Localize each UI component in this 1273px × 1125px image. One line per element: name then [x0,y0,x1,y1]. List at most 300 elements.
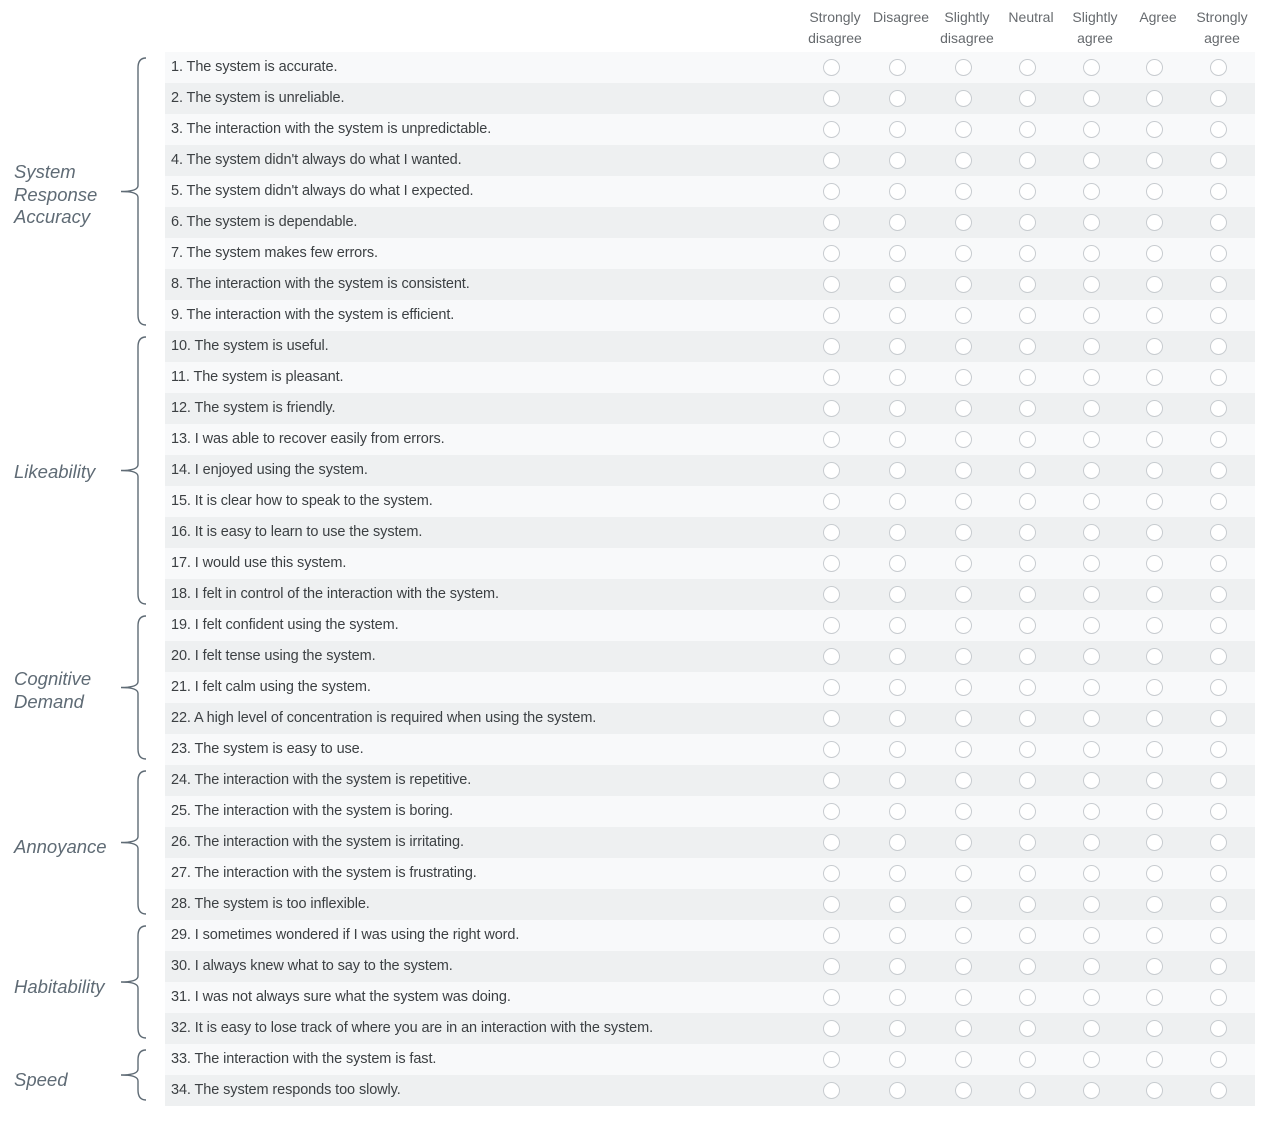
item-row [165,424,1255,455]
rating-radio-5[interactable] [1146,276,1163,293]
rating-radio-3[interactable] [1019,710,1036,727]
rating-radio-5[interactable] [1146,90,1163,107]
rating-radio-0[interactable] [823,586,840,603]
rating-radio-2[interactable] [955,493,972,510]
rating-radio-0[interactable] [823,462,840,479]
rating-radio-2[interactable] [955,772,972,789]
item-statement: 17. I would use this system. [171,555,347,571]
rating-radio-5[interactable] [1146,772,1163,789]
rating-radio-0[interactable] [823,896,840,913]
rating-radio-3[interactable] [1019,307,1036,324]
rating-radio-3[interactable] [1019,493,1036,510]
group-brace-5 [118,1050,150,1100]
brace-path [121,1050,146,1100]
rating-radio-6[interactable] [1210,214,1227,231]
rating-radio-2[interactable] [955,431,972,448]
rating-radio-2[interactable] [955,648,972,665]
rating-radio-5[interactable] [1146,1020,1163,1037]
item-row [165,1075,1255,1106]
rating-radio-5[interactable] [1146,524,1163,541]
rating-radio-2[interactable] [955,152,972,169]
rating-radio-1[interactable] [889,59,906,76]
rating-radio-5[interactable] [1146,741,1163,758]
rating-radio-3[interactable] [1019,927,1036,944]
item-statement: 6. The system is dependable. [171,214,358,230]
rating-radio-0[interactable] [823,307,840,324]
item-row [165,765,1255,796]
rating-radio-5[interactable] [1146,586,1163,603]
rating-radio-0[interactable] [823,648,840,665]
rating-radio-2[interactable] [955,803,972,820]
rating-radio-2[interactable] [955,245,972,262]
rating-radio-1[interactable] [889,927,906,944]
rating-radio-2[interactable] [955,307,972,324]
rating-radio-1[interactable] [889,772,906,789]
rating-radio-1[interactable] [889,803,906,820]
rating-radio-0[interactable] [823,493,840,510]
scale-header [0,0,1273,52]
rating-radio-5[interactable] [1146,865,1163,882]
rating-radio-3[interactable] [1019,245,1036,262]
rating-radio-6[interactable] [1210,1051,1227,1068]
rating-radio-2[interactable] [955,462,972,479]
rating-radio-2[interactable] [955,741,972,758]
rating-radio-3[interactable] [1019,586,1036,603]
rating-radio-4[interactable] [1083,803,1100,820]
item-statement: 26. The interaction with the system is irritating. [171,834,464,850]
rating-radio-6[interactable] [1210,865,1227,882]
item-statement: 32. It is easy to lose track of where you are in an interaction with the system. [171,1020,654,1036]
rating-radio-0[interactable] [823,679,840,696]
item-statement: 4. The system didn't always do what I wanted. [171,152,462,168]
scale-label-2: Slightly disagree [940,9,994,46]
item-row [165,796,1255,827]
rating-radio-0[interactable] [823,121,840,138]
rating-radio-4[interactable] [1083,679,1100,696]
rating-radio-3[interactable] [1019,1051,1036,1068]
rating-radio-2[interactable] [955,896,972,913]
rating-radio-2[interactable] [955,338,972,355]
rating-radio-5[interactable] [1146,803,1163,820]
rating-radio-4[interactable] [1083,710,1100,727]
rating-radio-5[interactable] [1146,183,1163,200]
rating-radio-1[interactable] [889,90,906,107]
rating-radio-6[interactable] [1210,896,1227,913]
rating-radio-6[interactable] [1210,431,1227,448]
item-statement: 28. The system is too inflexible. [171,896,370,912]
item-row [165,393,1255,424]
item-statement: 18. I felt in control of the interaction with the system. [171,586,499,602]
rating-radio-4[interactable] [1083,276,1100,293]
rating-radio-5[interactable] [1146,896,1163,913]
rating-radio-5[interactable] [1146,927,1163,944]
item-statement: 16. It is easy to learn to use the system. [171,524,423,540]
brace-path [121,337,146,604]
rating-radio-5[interactable] [1146,493,1163,510]
rating-radio-0[interactable] [823,276,840,293]
rating-radio-3[interactable] [1019,989,1036,1006]
rating-radio-6[interactable] [1210,803,1227,820]
rating-radio-5[interactable] [1146,989,1163,1006]
rating-radio-1[interactable] [889,989,906,1006]
rating-radio-6[interactable] [1210,927,1227,944]
rating-radio-5[interactable] [1146,1051,1163,1068]
rating-radio-4[interactable] [1083,369,1100,386]
survey-items [165,52,1255,1106]
item-row [165,920,1255,951]
rating-radio-5[interactable] [1146,338,1163,355]
rating-radio-2[interactable] [955,679,972,696]
rating-radio-0[interactable] [823,90,840,107]
rating-radio-5[interactable] [1146,679,1163,696]
rating-radio-6[interactable] [1210,90,1227,107]
rating-radio-2[interactable] [955,214,972,231]
rating-radio-6[interactable] [1210,958,1227,975]
rating-radio-6[interactable] [1210,617,1227,634]
item-row [165,827,1255,858]
rating-radio-4[interactable] [1083,586,1100,603]
group-brace-1 [118,337,150,604]
rating-radio-5[interactable] [1146,1082,1163,1099]
rating-radio-3[interactable] [1019,214,1036,231]
rating-radio-2[interactable] [955,1051,972,1068]
rating-radio-4[interactable] [1083,493,1100,510]
scale-label-3: Neutral [1008,9,1054,25]
rating-radio-6[interactable] [1210,152,1227,169]
rating-radio-2[interactable] [955,276,972,293]
item-row [165,858,1255,889]
item-statement: 5. The system didn't always do what I expected. [171,183,474,199]
group-label-0: System Response Accuracy [14,161,98,227]
rating-radio-5[interactable] [1146,834,1163,851]
rating-radio-4[interactable] [1083,1020,1100,1037]
item-row [165,517,1255,548]
rating-radio-2[interactable] [955,865,972,882]
rating-radio-6[interactable] [1210,276,1227,293]
rating-radio-3[interactable] [1019,276,1036,293]
rating-radio-0[interactable] [823,617,840,634]
rating-radio-1[interactable] [889,276,906,293]
rating-radio-0[interactable] [823,1020,840,1037]
rating-radio-2[interactable] [955,1082,972,1099]
item-statement: 13. I was able to recover easily from errors. [171,431,445,447]
rating-radio-6[interactable] [1210,493,1227,510]
brace-path [121,926,146,1038]
rating-radio-2[interactable] [955,555,972,572]
rating-radio-4[interactable] [1083,431,1100,448]
rating-radio-2[interactable] [955,989,972,1006]
rating-radio-2[interactable] [955,369,972,386]
rating-radio-2[interactable] [955,121,972,138]
rating-radio-6[interactable] [1210,183,1227,200]
item-row [165,579,1255,610]
rating-radio-6[interactable] [1210,1082,1227,1099]
rating-radio-3[interactable] [1019,338,1036,355]
rating-radio-4[interactable] [1083,989,1100,1006]
rating-radio-0[interactable] [823,865,840,882]
rating-radio-1[interactable] [889,245,906,262]
rating-radio-3[interactable] [1019,679,1036,696]
rating-radio-4[interactable] [1083,338,1100,355]
rating-radio-3[interactable] [1019,121,1036,138]
rating-radio-6[interactable] [1210,338,1227,355]
rating-radio-1[interactable] [889,710,906,727]
rating-radio-5[interactable] [1146,710,1163,727]
rating-radio-1[interactable] [889,183,906,200]
item-row [165,331,1255,362]
rating-radio-5[interactable] [1146,369,1163,386]
rating-radio-4[interactable] [1083,958,1100,975]
rating-radio-4[interactable] [1083,59,1100,76]
item-row [165,672,1255,703]
rating-radio-1[interactable] [889,307,906,324]
rating-radio-6[interactable] [1210,245,1227,262]
rating-radio-0[interactable] [823,152,840,169]
rating-radio-3[interactable] [1019,59,1036,76]
rating-radio-4[interactable] [1083,400,1100,417]
rating-radio-1[interactable] [889,524,906,541]
rating-radio-1[interactable] [889,121,906,138]
rating-radio-2[interactable] [955,710,972,727]
rating-radio-6[interactable] [1210,648,1227,665]
rating-radio-6[interactable] [1210,555,1227,572]
rating-radio-6[interactable] [1210,121,1227,138]
rating-radio-2[interactable] [955,400,972,417]
rating-radio-1[interactable] [889,214,906,231]
rating-radio-0[interactable] [823,710,840,727]
rating-radio-2[interactable] [955,617,972,634]
item-row [165,1044,1255,1075]
rating-radio-6[interactable] [1210,679,1227,696]
item-row [165,114,1255,145]
rating-radio-3[interactable] [1019,1082,1036,1099]
rating-radio-1[interactable] [889,400,906,417]
rating-radio-6[interactable] [1210,400,1227,417]
rating-radio-1[interactable] [889,586,906,603]
rating-radio-3[interactable] [1019,803,1036,820]
rating-radio-1[interactable] [889,462,906,479]
rating-radio-1[interactable] [889,1020,906,1037]
rating-radio-4[interactable] [1083,245,1100,262]
rating-radio-5[interactable] [1146,307,1163,324]
rating-radio-3[interactable] [1019,1020,1036,1037]
rating-radio-3[interactable] [1019,90,1036,107]
rating-radio-0[interactable] [823,183,840,200]
rating-radio-2[interactable] [955,958,972,975]
rating-radio-4[interactable] [1083,462,1100,479]
rating-radio-4[interactable] [1083,183,1100,200]
item-statement: 22. A high level of concentration is required when using the system. [171,710,597,726]
rating-radio-5[interactable] [1146,648,1163,665]
rating-radio-4[interactable] [1083,121,1100,138]
rating-radio-4[interactable] [1083,524,1100,541]
rating-radio-5[interactable] [1146,958,1163,975]
rating-radio-0[interactable] [823,369,840,386]
rating-radio-0[interactable] [823,245,840,262]
rating-radio-3[interactable] [1019,400,1036,417]
rating-radio-1[interactable] [889,741,906,758]
rating-radio-1[interactable] [889,493,906,510]
rating-radio-0[interactable] [823,1082,840,1099]
rating-radio-5[interactable] [1146,214,1163,231]
rating-radio-2[interactable] [955,59,972,76]
rating-radio-6[interactable] [1210,834,1227,851]
rating-radio-3[interactable] [1019,648,1036,665]
item-row [165,362,1255,393]
rating-radio-2[interactable] [955,524,972,541]
rating-radio-0[interactable] [823,772,840,789]
item-statement: 31. I was not always sure what the system was doing. [171,989,511,1005]
rating-radio-5[interactable] [1146,59,1163,76]
scale-label-5: Agree [1139,9,1177,25]
item-row [165,610,1255,641]
rating-radio-4[interactable] [1083,1082,1100,1099]
rating-radio-4[interactable] [1083,90,1100,107]
rating-radio-0[interactable] [823,524,840,541]
group-label-2: Cognitive Demand [14,668,92,712]
rating-radio-0[interactable] [823,989,840,1006]
rating-radio-3[interactable] [1019,183,1036,200]
item-statement: 7. The system makes few errors. [171,245,378,261]
item-statement: 10. The system is useful. [171,338,329,354]
item-statement: 24. The interaction with the system is repetitive. [171,772,472,788]
rating-radio-3[interactable] [1019,524,1036,541]
rating-radio-2[interactable] [955,90,972,107]
rating-radio-3[interactable] [1019,865,1036,882]
rating-radio-1[interactable] [889,896,906,913]
rating-radio-1[interactable] [889,679,906,696]
rating-radio-6[interactable] [1210,59,1227,76]
rating-radio-6[interactable] [1210,989,1227,1006]
item-statement: 12. The system is friendly. [171,400,336,416]
rating-radio-5[interactable] [1146,245,1163,262]
rating-radio-5[interactable] [1146,152,1163,169]
rating-radio-0[interactable] [823,214,840,231]
rating-radio-4[interactable] [1083,896,1100,913]
rating-radio-0[interactable] [823,958,840,975]
rating-radio-4[interactable] [1083,772,1100,789]
rating-radio-6[interactable] [1210,1020,1227,1037]
rating-radio-1[interactable] [889,152,906,169]
rating-radio-0[interactable] [823,431,840,448]
rating-radio-1[interactable] [889,834,906,851]
rating-radio-0[interactable] [823,400,840,417]
rating-radio-3[interactable] [1019,617,1036,634]
rating-radio-2[interactable] [955,1020,972,1037]
rating-radio-3[interactable] [1019,369,1036,386]
rating-radio-4[interactable] [1083,617,1100,634]
rating-radio-4[interactable] [1083,741,1100,758]
rating-radio-0[interactable] [823,834,840,851]
rating-radio-0[interactable] [823,555,840,572]
item-row [165,300,1255,331]
rating-radio-0[interactable] [823,1051,840,1068]
rating-radio-4[interactable] [1083,555,1100,572]
rating-radio-0[interactable] [823,338,840,355]
rating-radio-6[interactable] [1210,524,1227,541]
rating-radio-4[interactable] [1083,307,1100,324]
item-row [165,52,1255,83]
rating-radio-4[interactable] [1083,834,1100,851]
rating-radio-4[interactable] [1083,648,1100,665]
group-brace-2 [118,616,150,759]
group-label-4: Habitability [14,976,105,997]
item-statement: 33. The interaction with the system is fast. [171,1051,437,1067]
rating-radio-6[interactable] [1210,772,1227,789]
rating-radio-4[interactable] [1083,214,1100,231]
rating-radio-0[interactable] [823,59,840,76]
rating-radio-0[interactable] [823,741,840,758]
rating-radio-1[interactable] [889,431,906,448]
item-statement: 21. I felt calm using the system. [171,679,371,695]
rating-radio-1[interactable] [889,1082,906,1099]
rating-radio-3[interactable] [1019,152,1036,169]
item-row [165,641,1255,672]
rating-radio-4[interactable] [1083,1051,1100,1068]
rating-radio-0[interactable] [823,803,840,820]
rating-radio-0[interactable] [823,927,840,944]
rating-radio-6[interactable] [1210,307,1227,324]
item-statement: 25. The interaction with the system is boring. [171,803,454,819]
rating-radio-1[interactable] [889,1051,906,1068]
rating-radio-1[interactable] [889,865,906,882]
item-row [165,889,1255,920]
rating-radio-1[interactable] [889,369,906,386]
rating-radio-5[interactable] [1146,555,1163,572]
rating-radio-3[interactable] [1019,741,1036,758]
rating-radio-5[interactable] [1146,462,1163,479]
rating-radio-3[interactable] [1019,462,1036,479]
rating-radio-2[interactable] [955,927,972,944]
item-row [165,238,1255,269]
rating-radio-6[interactable] [1210,369,1227,386]
item-row [165,269,1255,300]
item-row [165,982,1255,1013]
rating-radio-4[interactable] [1083,865,1100,882]
rating-radio-1[interactable] [889,958,906,975]
rating-radio-5[interactable] [1146,431,1163,448]
rating-radio-6[interactable] [1210,462,1227,479]
rating-radio-1[interactable] [889,617,906,634]
rating-radio-2[interactable] [955,586,972,603]
item-row [165,207,1255,238]
item-statement: 1. The system is accurate. [171,59,338,75]
item-row [165,1013,1255,1044]
rating-radio-6[interactable] [1210,710,1227,727]
rating-radio-1[interactable] [889,555,906,572]
rating-radio-3[interactable] [1019,431,1036,448]
rating-radio-4[interactable] [1083,152,1100,169]
rating-radio-6[interactable] [1210,586,1227,603]
rating-radio-3[interactable] [1019,834,1036,851]
rating-radio-5[interactable] [1146,121,1163,138]
item-row [165,486,1255,517]
rating-radio-3[interactable] [1019,896,1036,913]
rating-radio-3[interactable] [1019,958,1036,975]
scale-label-1: Disagree [872,9,930,25]
rating-radio-2[interactable] [955,834,972,851]
rating-radio-6[interactable] [1210,741,1227,758]
rating-radio-2[interactable] [955,183,972,200]
rating-radio-3[interactable] [1019,772,1036,789]
rating-radio-5[interactable] [1146,400,1163,417]
rating-radio-5[interactable] [1146,617,1163,634]
rating-radio-1[interactable] [889,338,906,355]
rating-radio-1[interactable] [889,648,906,665]
rating-radio-3[interactable] [1019,555,1036,572]
rating-radio-4[interactable] [1083,927,1100,944]
item-statement: 20. I felt tense using the system. [171,648,376,664]
